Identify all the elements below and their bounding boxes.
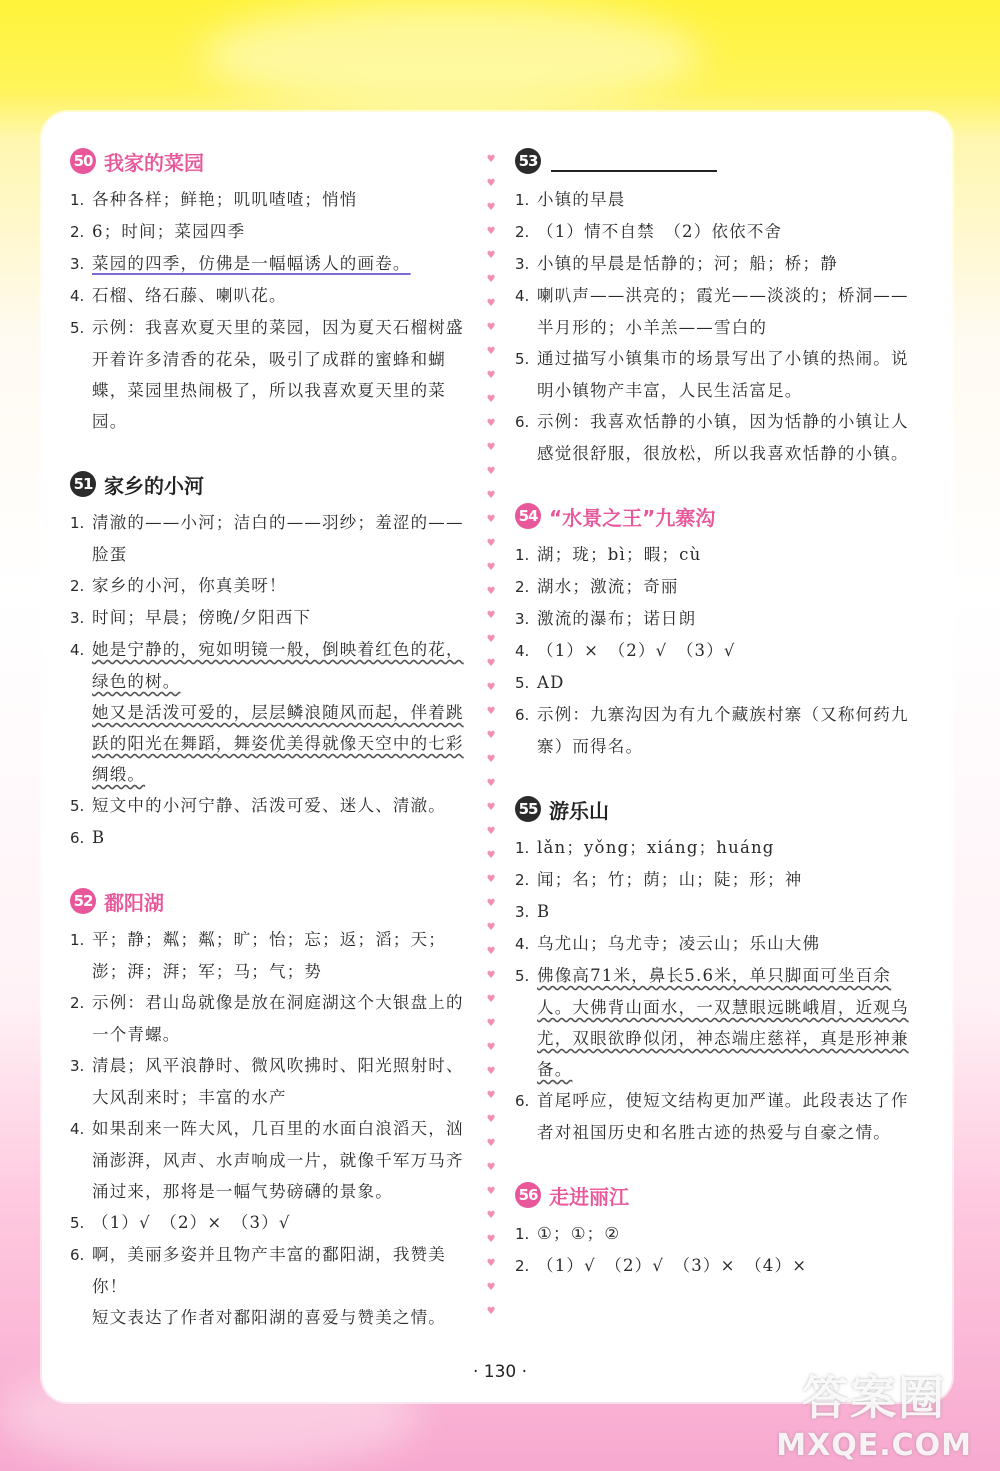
answer-line	[515, 248, 925, 280]
section-number-badge: 53	[515, 148, 541, 174]
answer-text: 佛像高71米，鼻长5.6米，单只脚面可坐百余人。大佛背山面水，一双慧眼远眺峨眉，近观乌尤，双眼欲睁似闭，神态端庄慈祥，真是形神兼备。	[537, 966, 909, 1079]
answer-line	[70, 1302, 475, 1333]
answer-text: lǎn；yǒng；xiáng；huáng	[537, 838, 775, 857]
answer-line	[515, 1250, 925, 1282]
answer-line	[70, 1239, 475, 1302]
section-heading	[70, 140, 475, 182]
answer-number: 4.	[70, 287, 85, 305]
watermark	[776, 1362, 972, 1463]
answer-text: 清澈的——小河；洁白的——羽纱；羞涩的——脸蛋	[92, 513, 464, 564]
answer-text: 各种各样；鲜艳；叽叽喳喳；悄悄	[92, 190, 358, 209]
section-54	[515, 495, 925, 762]
answer-number: 2.	[515, 578, 530, 596]
answer-text: 示例：我喜欢夏天里的菜园，因为夏天石榴树盛开着许多清香的花朵，吸引了成群的蜜蜂和蝴蝶，菜园里热闹极了，所以我喜欢夏天里的菜园。	[92, 318, 464, 431]
section-56	[515, 1174, 925, 1282]
section-number-badge: 55	[515, 796, 541, 822]
answer-number: 6.	[515, 706, 530, 724]
answer-text: 清晨；风平浪静时、微风吹拂时、阳光照射时、大风刮来时；丰富的水产	[92, 1056, 464, 1107]
answer-text: 喇叭声——洪亮的；霞光——淡淡的；桥洞——半月形的；小羊羔——雪白的	[537, 286, 909, 337]
answer-text: 6；时间；菜园四季	[92, 222, 246, 241]
answer-line	[70, 822, 475, 854]
answer-text: 闻；名；竹；荫；山；陡；形；神	[537, 870, 803, 889]
answer-line	[70, 1113, 475, 1207]
answer-number: 2.	[515, 223, 530, 241]
answer-number: 4.	[515, 287, 530, 305]
answer-number: 5.	[70, 319, 85, 337]
section-number-badge: 52	[70, 888, 96, 914]
answer-line	[70, 987, 475, 1050]
answer-line	[515, 667, 925, 699]
section-title: 鄱阳湖	[104, 890, 164, 915]
answer-number: 2.	[70, 223, 85, 241]
answer-line	[515, 635, 925, 667]
answer-line	[515, 928, 925, 960]
answer-number: 1.	[70, 191, 85, 209]
right-column	[515, 140, 925, 1308]
answer-text: 短文表达了作者对鄱阳湖的喜爱与赞美之情。	[92, 1308, 446, 1327]
answer-line	[515, 699, 925, 762]
answer-text: 湖；珑；bì；暇；cù	[537, 545, 702, 564]
answer-line	[515, 216, 925, 248]
answer-number: 5.	[515, 350, 530, 368]
answer-number: 5.	[70, 1214, 85, 1232]
answer-line	[70, 924, 475, 987]
answer-number: 3.	[515, 610, 530, 628]
section-heading	[515, 1174, 925, 1216]
answer-text: （1）√ （2）√ （3）× （4）×	[537, 1256, 808, 1275]
answer-number: 1.	[515, 839, 530, 857]
section-title: “水景之王”九寨沟	[549, 505, 716, 530]
section-heading	[515, 495, 925, 537]
answer-line	[70, 1207, 475, 1239]
answer-text: 激流的瀑布；诺日朗	[537, 609, 697, 628]
answer-line	[515, 406, 925, 469]
answer-number: 3.	[70, 609, 85, 627]
answer-number: 4.	[515, 935, 530, 953]
section-heading	[515, 788, 925, 830]
section-title: 走进丽江	[549, 1184, 629, 1209]
heart-divider: ♥ ♥ ♥ ♥ ♥ ♥ ♥ ♥ ♥ ♥ ♥ ♥ ♥ ♥ ♥ ♥ ♥ ♥ ♥ ♥ ♥ ♥ ♥ ♥ ♥ ♥ ♥ ♥ ♥ ♥ ♥ ♥ ♥ ♥ ♥ ♥ ♥ ♥ ♥ ♥ ♥ ♥ ♥ ♥ ♥ ♥ ♥ ♥ ♥	[486, 154, 496, 1317]
section-number-badge: 56	[515, 1182, 541, 1208]
answer-number: 1.	[70, 931, 85, 949]
answer-text: 首尾呼应，使短文结构更加严谨。此段表达了作者对祖国历史和名胜古迹的热爱与自豪之情。	[537, 1091, 909, 1142]
answer-text: 通过描写小镇集市的场景写出了小镇的热闹。说明小镇物产丰富，人民生活富足。	[537, 349, 909, 400]
answer-number: 3.	[70, 255, 85, 273]
page-number: · 130 ·	[472, 1362, 528, 1382]
watermark-top: 答案圈	[802, 1371, 947, 1425]
section-51	[70, 463, 475, 854]
answer-text: ①；①；②	[537, 1224, 621, 1243]
answer-line	[70, 1050, 475, 1113]
answer-line	[515, 960, 925, 1085]
answer-text: （1）√ （2）× （3）√	[92, 1213, 291, 1232]
answer-number: 6.	[515, 1092, 530, 1110]
answer-text: 小镇的早晨是恬静的；河；船；桥；静	[537, 254, 838, 273]
answer-line	[515, 343, 925, 406]
section-number-badge: 50	[70, 148, 96, 174]
watermark-bottom: MXQE.COM	[776, 1428, 972, 1463]
answer-number: 3.	[515, 903, 530, 921]
answer-line	[70, 570, 475, 602]
answer-line	[515, 571, 925, 603]
answer-number: 6.	[70, 829, 85, 847]
answer-number: 3.	[515, 255, 530, 273]
answer-text: 啊，美丽多姿并且物产丰富的鄱阳湖，我赞美你！	[92, 1245, 446, 1296]
answer-text: AD	[537, 673, 565, 692]
answer-number: 2.	[515, 1257, 530, 1275]
answer-text: B	[92, 828, 106, 847]
answer-number: 4.	[70, 641, 85, 659]
section-52	[70, 880, 475, 1333]
answer-line	[70, 280, 475, 312]
answer-line	[515, 184, 925, 216]
answer-line	[515, 603, 925, 635]
answer-line	[70, 216, 475, 248]
section-title: 我家的菜园	[104, 150, 204, 175]
answer-line	[70, 507, 475, 570]
section-heading	[515, 140, 925, 182]
answer-line	[515, 1218, 925, 1250]
answer-text: 家乡的小河，你真美呀！	[92, 576, 287, 595]
answer-text: 示例：九寨沟因为有九个藏族村寨（又称何药九寨）而得名。	[537, 705, 909, 756]
answer-number: 5.	[515, 674, 530, 692]
section-55	[515, 788, 925, 1148]
answer-text: 小镇的早晨	[537, 190, 626, 209]
section-53	[515, 140, 925, 469]
answer-number: 1.	[515, 546, 530, 564]
answer-line	[70, 697, 475, 790]
answer-text: 短文中的小河宁静、活泼可爱、迷人、清澈。	[92, 796, 446, 815]
answer-text: （1）× （2）√ （3）√	[537, 641, 736, 660]
answer-text: B	[537, 902, 551, 921]
answer-number: 1.	[515, 191, 530, 209]
answer-text: 石榴、络石藤、喇叭花。	[92, 286, 287, 305]
section-50	[70, 140, 475, 437]
section-title: 家乡的小河	[104, 473, 204, 498]
answer-line	[515, 864, 925, 896]
answer-number: 3.	[70, 1057, 85, 1075]
section-heading	[70, 880, 475, 922]
section-heading	[70, 463, 475, 505]
section-number-badge: 51	[70, 471, 96, 497]
answer-line	[515, 539, 925, 571]
answer-number: 5.	[515, 967, 530, 985]
answer-line	[515, 832, 925, 864]
title-blank-line	[551, 170, 717, 172]
answer-line	[70, 790, 475, 822]
answer-text: 湖水；激流；奇丽	[537, 577, 679, 596]
answer-text: 乌尤山；乌尤寺；凌云山；乐山大佛	[537, 934, 821, 953]
answer-line	[515, 280, 925, 343]
answer-text: 菜园的四季，仿佛是一幅幅诱人的画卷。	[92, 254, 411, 273]
answer-line	[515, 896, 925, 928]
answer-text: 时间；早晨；傍晚/夕阳西下	[92, 608, 312, 627]
answer-text: 平；静；粼；粼；旷；怡；忘；返；滔；天；澎；湃；湃；军；马；气；势	[92, 930, 446, 981]
section-number-badge: 54	[515, 503, 541, 529]
answer-number: 1.	[515, 1225, 530, 1243]
answer-text: 如果刮来一阵大风，几百里的水面白浪滔天，汹涌澎湃，风声、水声响成一片，就像千军万马齐涌过来，那将是一幅气势磅礴的景象。	[92, 1119, 464, 1201]
answer-number: 6.	[515, 413, 530, 431]
answer-number: 6.	[70, 1246, 85, 1264]
answer-number: 4.	[70, 1120, 85, 1138]
answer-text: 示例：我喜欢恬静的小镇，因为恬静的小镇让人感觉很舒服，很放松，所以我喜欢恬静的小镇。	[537, 412, 909, 463]
answer-number: 2.	[70, 577, 85, 595]
answer-text: 她又是活泼可爱的，层层鳞浪随风而起，伴着跳跃的阳光在舞蹈，舞姿优美得就像天空中的七彩绸缎。	[92, 703, 464, 784]
answer-line	[70, 634, 475, 697]
answer-line	[70, 184, 475, 216]
answer-number: 5.	[70, 797, 85, 815]
left-column	[70, 140, 475, 1359]
answer-line	[515, 1085, 925, 1148]
answer-line	[70, 602, 475, 634]
answer-line	[70, 312, 475, 437]
answer-text: 示例：君山岛就像是放在洞庭湖这个大银盘上的一个青螺。	[92, 993, 464, 1044]
background-glow	[200, 0, 700, 110]
answer-text: （1）情不自禁 （2）依依不舍	[537, 222, 783, 241]
answer-number: 4.	[515, 642, 530, 660]
answer-number: 1.	[70, 514, 85, 532]
answer-number: 2.	[70, 994, 85, 1012]
section-title: 游乐山	[549, 798, 609, 823]
answer-line	[70, 248, 475, 280]
answer-number: 2.	[515, 871, 530, 889]
answer-text: 她是宁静的，宛如明镜一般，倒映着红色的花，绿色的树。	[92, 640, 464, 691]
